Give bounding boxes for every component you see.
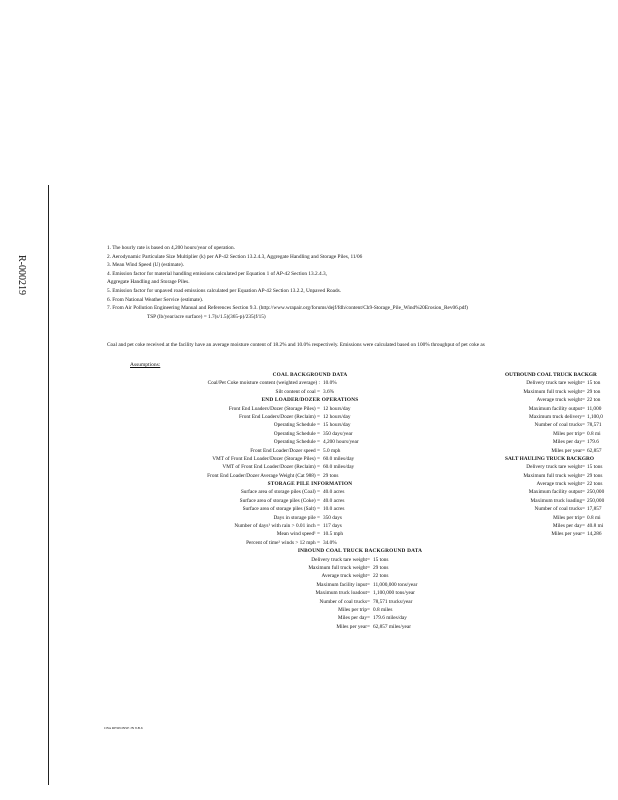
storage-pile-heading: STORAGE PILE INFORMATION [267, 481, 353, 488]
table-row [460, 514, 618, 522]
row-label: Miles per trip= [553, 514, 585, 521]
table-row [460, 388, 618, 396]
footer-mark: CBA RESPONSE JN 8.B.6 [104, 726, 143, 730]
row-label: Miles per year= [551, 531, 585, 538]
salt-hauling-heading: SALT HAULING TRUCK BACKGRO [505, 455, 594, 462]
table-row [460, 379, 618, 387]
table-row [460, 447, 618, 455]
right-column [460, 371, 618, 539]
row-value: 1,100,0 [587, 413, 603, 420]
row-label: Miles per year= [336, 623, 370, 630]
note-line: 2. Aerodynamic Particulate Size Multiplier (k) per AP-42 Section 13.2.4.3, Aggregate Handling and Storage Piles, 11/06 [107, 253, 363, 260]
row-value: 29 tons [373, 564, 389, 571]
row-label: Miles per year= [551, 447, 585, 454]
row-value: 14,286 [587, 531, 602, 538]
row-label: Maximum truck delivery= [529, 413, 585, 420]
row-value: 3.6% [323, 388, 335, 395]
row-label: VMT of Front End Loader/Dozer (Storage Piles) = [212, 455, 320, 462]
row-label: Number of days¹ with rain > 0.01 inch = [234, 523, 320, 530]
table-row [100, 589, 530, 597]
row-value: 22 tons [373, 573, 389, 580]
intro-text: Coal and pet coke received at the facility have an average moisture content of 18.2% and 10.0% respectively. Emissions were calculated based on 100% throughput of pet coke as [107, 342, 485, 348]
row-label: Miles per day= [552, 439, 585, 446]
row-value: 60.0 miles/day [323, 455, 355, 462]
row-label: Average truck weight= [536, 397, 585, 404]
note-line: 5. Emission factor for unpaved road emissions calculated per Equation AP-42 Section 13.2.2, Unpaved Roads. [107, 287, 342, 294]
row-label: Front End Loader/Dozer Average Weight (Cat 988) = [207, 472, 320, 479]
row-value: 10.0% [323, 380, 337, 387]
row-value: 12 hours/day [323, 405, 351, 412]
outbound-coal-heading: OUTBOUND COAL TRUCK BACKGR [505, 372, 597, 378]
row-value: 10.5 mph [323, 531, 344, 538]
row-value: 350 days/year [323, 430, 353, 437]
row-value: 78,571 [587, 422, 602, 429]
row-label: Silt content of coal = [275, 388, 320, 395]
table-row [460, 472, 618, 480]
row-label: Miles per trip= [553, 430, 585, 437]
row-label: Mean wind speed¹ = [276, 531, 320, 538]
row-label: Front End Loader/Dozer speed = [250, 447, 320, 454]
row-value: 0.8 miles [373, 606, 393, 613]
row-value: 22 ton [587, 397, 601, 404]
table-row [460, 438, 618, 446]
row-value: 5.0 mph [323, 447, 341, 454]
row-label: Surface area of storage piles (Salt) = [242, 506, 320, 513]
note-line: TSP (lb/year/acre surface) = 1.7(s/1.5)(365-p)/235(f/15) [147, 313, 266, 320]
note-line: 4. Emission factor for material handling emissions calculated per Equation 1 of AP-42 Section 13.2.4.3, [107, 270, 327, 277]
row-label: Maximum full truck weight= [523, 472, 585, 479]
note-line: 6. From National Weather Service (estimate). [107, 296, 204, 303]
row-label: Maximum full truck weight= [523, 388, 585, 395]
row-label: Operating Schedule = [273, 430, 320, 437]
row-label: Delivery truck tare weight= [526, 380, 585, 387]
table-row [460, 480, 618, 488]
row-value: 250,000 [587, 497, 605, 504]
row-label: Days in storage pile = [273, 514, 320, 521]
row-value: 179.6 [587, 439, 599, 446]
table-row [100, 623, 530, 631]
row-value: 15 tons [373, 556, 389, 563]
row-label: Miles per trip= [338, 606, 370, 613]
row-value: 34.0% [323, 539, 337, 546]
end-loader-heading: END LOADER/DOZER OPERATIONS [261, 397, 359, 404]
row-label: Operating Schedule = [273, 422, 320, 429]
row-label: Front End Loaders/Dozer (Storage Piles) = [228, 405, 320, 412]
row-label: Miles per day= [337, 615, 370, 622]
row-label: Number of coal trucks= [534, 422, 585, 429]
table-row [460, 488, 618, 496]
margin-line [48, 185, 49, 785]
row-label: Coal/Pet Coke moisture content (weighted average) : [207, 380, 320, 387]
row-label: Delivery truck tare weight= [526, 464, 585, 471]
table-row [460, 522, 618, 530]
row-label: Percent of time¹ winds > 12 mph = [246, 539, 320, 546]
table-row [100, 606, 530, 614]
table-row [460, 413, 618, 421]
table-row [460, 497, 618, 505]
row-value: 29 tons [587, 472, 603, 479]
row-label: Number of coal trucks= [319, 598, 370, 605]
table-row [100, 564, 530, 572]
row-value: 179.6 miles/day [373, 615, 407, 622]
row-label: Maximum truck loadout= [315, 590, 370, 597]
row-value: 22 tons [587, 481, 603, 488]
note-line: 1. The hourly rate is based on 4,200 hours/year of operation. [107, 245, 236, 251]
document-id: R-000219 [16, 255, 27, 295]
row-value: 62,857 miles/year [373, 623, 411, 630]
note-line: 3. Mean Wind Speed (U) (estimate). [107, 262, 184, 269]
row-value: 11,000 [587, 405, 602, 412]
row-value: 12 hours/day [323, 413, 351, 420]
notes-list [107, 244, 618, 321]
row-label: Front End Loaders/Dozer (Reclaim) = [239, 413, 320, 420]
row-label: Number of coal trucks= [534, 506, 585, 513]
row-label: Average truck weight= [321, 573, 370, 580]
table-row [100, 581, 530, 589]
table-row [100, 539, 530, 547]
row-value: 15 hours/day [323, 422, 351, 429]
table-row [460, 505, 618, 513]
row-value: 0.8 mi [587, 514, 601, 521]
table-row [460, 405, 618, 413]
table-row [460, 430, 618, 438]
table-row [100, 598, 530, 606]
row-value: 10.0 acres [323, 506, 345, 513]
inbound-coal-heading: INBOUND COAL TRUCK BACKGROUND DATA [297, 548, 423, 555]
note-line: 7. From Air Pollution Engineering Manual and References Section 9.3. (http://www.wrapair.org/forums/dejf/fdh/content/Ch9-Storage_Pile_Wind%20Erosion_Rev06.pdf) [107, 305, 468, 312]
row-value: 15 ton [587, 380, 601, 387]
row-label: Operating Schedule = [273, 439, 320, 446]
row-label: Maximum facility output= [528, 489, 585, 496]
row-label: Surface area of storage piles (Coke) = [239, 497, 320, 504]
row-value: 29 ton [587, 388, 601, 395]
row-value: 350 days [323, 514, 342, 521]
coal-background-heading: COAL BACKGROUND DATA [272, 372, 348, 378]
row-value: 0.8 mi [587, 430, 601, 437]
note-line: Aggregate Handling and Storage Piles. [107, 279, 190, 286]
assumptions-label: Assumptions: [130, 362, 161, 368]
row-label: Surface area of storage piles (Coal) = [240, 489, 320, 496]
row-label: Delivery truck tare weight= [311, 556, 370, 563]
row-label: Maximum facility output= [528, 405, 585, 412]
row-label: Miles per day= [552, 523, 585, 530]
table-row [100, 572, 530, 580]
row-value: 17,857 [587, 506, 602, 513]
row-label: Maximum truck loading= [530, 497, 585, 504]
row-label: Maximum full truck weight= [308, 564, 370, 571]
row-value: 40.0 acres [323, 489, 345, 496]
row-label: Maximum facility input= [316, 581, 370, 588]
row-value: 15 tons [587, 464, 603, 471]
row-value: 29 tons [323, 472, 339, 479]
row-value: 78,571 trucks/year [373, 598, 413, 605]
table-row [460, 396, 618, 404]
row-value: 4,200 hours/year [323, 439, 359, 446]
row-value: 1,100,000 tons/year [373, 590, 415, 597]
row-value: 60.0 miles/day [323, 464, 355, 471]
table-row [460, 421, 618, 429]
row-value: 11,000,000 tons/year [373, 581, 418, 588]
table-row [100, 556, 530, 564]
table-row [460, 463, 618, 471]
table-row [100, 614, 530, 622]
row-value: 250,000 [587, 489, 605, 496]
row-value: 40.0 acres [323, 497, 345, 504]
row-label: VMT of Front End Loader/Dozer (Reclaim) = [222, 464, 320, 471]
row-value: 40.8 mi [587, 523, 604, 530]
row-value: 117 days [323, 523, 342, 530]
row-label: Average truck weight= [536, 481, 585, 488]
table-row [460, 530, 618, 538]
row-value: 62,857 [587, 447, 602, 454]
